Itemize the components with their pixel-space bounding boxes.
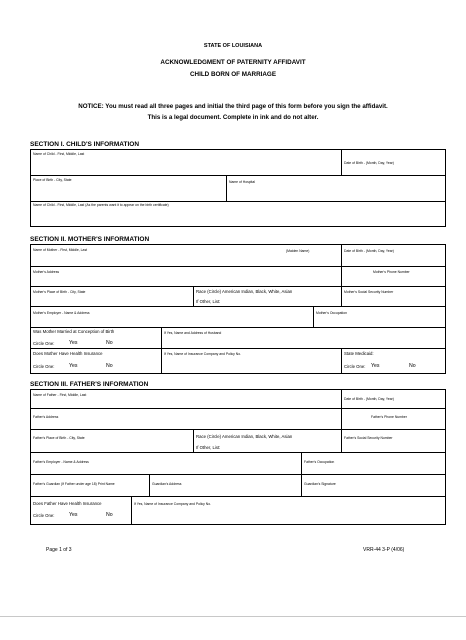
father-insurance-circle-label: Circle One: xyxy=(33,513,55,518)
mother-occupation-label: Mother's Occupation xyxy=(316,311,347,315)
mother-phone-label: Mother's Phone Number xyxy=(373,270,410,274)
state-medicaid-label: State Medicaid: xyxy=(344,351,374,356)
father-phone-label: Father's Phone Number xyxy=(371,415,407,419)
form-subtitle: CHILD BORN OF MARRIAGE xyxy=(189,71,277,78)
form-number: VRR-44 3-P (4/06) xyxy=(363,547,405,553)
form-title: ACKNOWLEDGMENT OF PATERNITY AFFIDAVIT xyxy=(160,59,306,66)
section-2-title: SECTION II. MOTHER'S INFORMATION xyxy=(30,236,150,243)
child-name-label: Name of Child - First, Middle, Last xyxy=(33,152,85,156)
husband-label: If Yes, Name and Address of Husband xyxy=(164,331,222,335)
mother-married-circle-label: Circle One: xyxy=(33,341,55,346)
father-name-label: Name of Father - First, Middle, Last xyxy=(33,393,87,397)
mother-race-other-label: If Other, List: xyxy=(196,299,221,304)
mother-insurance-no[interactable]: No xyxy=(106,363,113,369)
child-place-of-birth-label: Place of Birth - City, State xyxy=(33,178,72,182)
hospital-label: Name of Hospital xyxy=(229,180,256,184)
mother-married-yes[interactable]: Yes xyxy=(69,340,78,346)
medicaid-no[interactable]: No xyxy=(409,363,416,369)
section-3-title: SECTION III. FATHER'S INFORMATION xyxy=(30,381,149,388)
mother-maiden-label: (Maiden Name) xyxy=(286,249,310,253)
guardian-name-label: Father's Guardian (If Father under age 18) Print Name xyxy=(33,482,115,486)
mother-insurance-question: Does Mother Have Health Insurance xyxy=(33,351,103,356)
father-race-label: Race (Circle) American Indian, Black, White, Asian xyxy=(196,434,293,439)
notice-line-1: NOTICE: You must read all three pages and initial the third page of this form before you sign the affidavit. xyxy=(78,103,388,110)
father-insurance-yes[interactable]: Yes xyxy=(69,512,78,518)
scan-edge-line xyxy=(0,616,466,617)
mother-employer-label: Mother's Employer - Name & Address xyxy=(33,311,90,315)
child-name-certificate-label: Name of Child - First, Middle, Last (As the parents want it to appear on the birth certificate) xyxy=(33,203,169,207)
notice-line-2: This is a legal document. Complete in ink and do not alter. xyxy=(147,114,319,121)
section-3-box xyxy=(30,389,446,525)
mother-married-question: Was Mother Married at Conception of Birth xyxy=(33,329,115,334)
state-heading: STATE OF LOUISIANA xyxy=(203,43,263,49)
mother-name-label: Name of Mother - First, Middle, Last xyxy=(33,248,88,252)
mother-married-no[interactable]: No xyxy=(106,340,113,346)
medicaid-yes[interactable]: Yes xyxy=(371,363,380,369)
section-2-box xyxy=(30,244,446,374)
father-occupation-label: Father's Occupation xyxy=(304,460,335,464)
child-dob-label: Date of Birth - (Month, Day, Year) xyxy=(344,161,394,165)
mother-insurance-yes[interactable]: Yes xyxy=(69,363,78,369)
section-1-box xyxy=(30,149,446,227)
father-insurance-question: Does Father Have Health Insurance xyxy=(33,501,102,506)
mother-place-of-birth-label: Mother's Place of Birth - City, State xyxy=(33,290,86,294)
father-ssn-label: Father's Social Security Number xyxy=(344,436,393,440)
medicaid-circle-label: Circle One: xyxy=(344,364,366,369)
guardian-address-label: Guardian's Address xyxy=(152,482,182,486)
section-1-title: SECTION I. CHILD'S INFORMATION xyxy=(30,141,140,148)
mother-insurance-circle-label: Circle One: xyxy=(33,364,55,369)
father-place-of-birth-label: Father's Place of Birth - City, State xyxy=(33,436,85,440)
father-address-label: Father's Address xyxy=(33,415,59,419)
father-dob-label: Date of Birth - (Month, Day, Year) xyxy=(344,397,394,401)
mother-insurance-company-label: If Yes, Name of Insurance Company and Policy No. xyxy=(164,352,242,356)
guardian-signature-label: Guardian's Signature xyxy=(304,482,336,486)
father-insurance-company-label: If Yes, Name of Insurance Company and Policy No. xyxy=(134,502,212,506)
page-number: Page 1 of 3 xyxy=(46,547,72,553)
father-race-other-label: If Other, List: xyxy=(196,445,221,450)
mother-dob-label: Date of Birth - (Month, Day, Year) xyxy=(344,249,394,253)
mother-ssn-label: Mother's Social Security Number xyxy=(344,290,394,294)
father-employer-label: Father's Employer - Name & Address xyxy=(33,460,89,464)
mother-address-label: Mother's Address xyxy=(33,270,60,274)
mother-race-label: Race (Circle) American Indian, Black, White, Asian xyxy=(196,289,293,294)
father-insurance-no[interactable]: No xyxy=(106,512,113,518)
